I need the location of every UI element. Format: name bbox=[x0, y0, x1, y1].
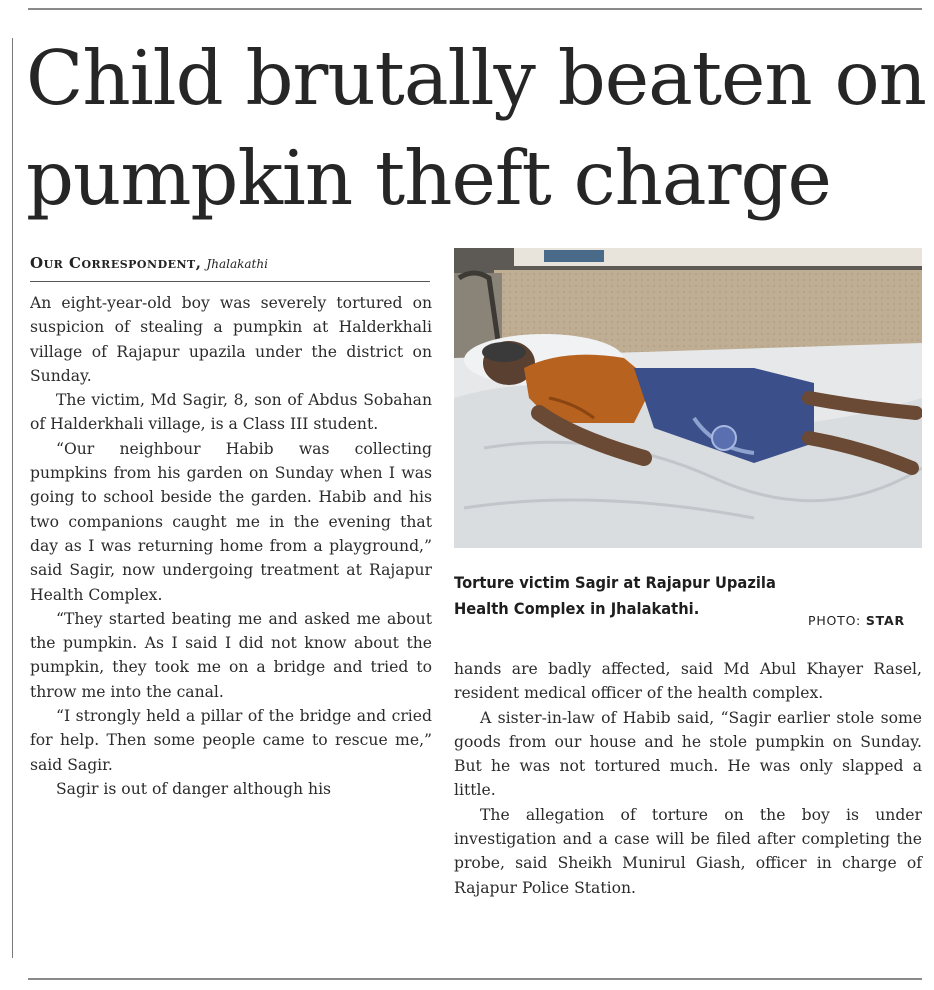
byline-rule bbox=[30, 281, 430, 282]
byline-place: Jhalakathi bbox=[206, 257, 268, 271]
article-column-2 bbox=[454, 657, 922, 900]
paragraph: An eight-year-old boy was severely tortured on suspicion of stealing a pumpkin at Halderkhali village of Rajapur upazila under the district on Sunday. bbox=[30, 294, 432, 385]
column-divider bbox=[12, 38, 13, 958]
paragraph: “I strongly held a pillar of the bridge and cried for help. Then some people came to rescue me,” said Sagir. bbox=[30, 707, 432, 774]
credit-source: STAR bbox=[865, 613, 905, 628]
paragraph: “Our neighbour Habib was collecting pumpkins from his garden on Sunday when I was going to school beside the garden. Habib and his two companions caught me in the evening that day as I was returning home from a playground,” said Sagir, now undergoing treatment at Rajapur Health Complex. bbox=[30, 439, 432, 604]
headline-line-1: Child brutally beaten on bbox=[26, 34, 926, 122]
headline-line-2: pumpkin theft charge bbox=[26, 134, 831, 222]
paragraph: Sagir is out of danger although his bbox=[56, 779, 332, 798]
news-photo bbox=[454, 248, 922, 548]
caption-line-2: Health Complex in Jhalakathi. bbox=[454, 599, 700, 618]
byline bbox=[30, 254, 430, 272]
paragraph: hands are badly affected, said Md Abul Khayer Rasel, resident medical officer of the health complex. bbox=[454, 660, 922, 703]
bottom-rule bbox=[28, 978, 922, 980]
paragraph: The allegation of torture on the boy is under investigation and a case will be filed after completing the probe, said Sheikh Munirul Giash, officer in charge of Rajapur Police Station. bbox=[454, 805, 922, 897]
credit-prefix: PHOTO: bbox=[808, 613, 866, 628]
hospital-bed-photo bbox=[454, 248, 922, 548]
byline-author: Our Correspondent, bbox=[30, 254, 202, 272]
paragraph: A sister-in-law of Habib said, “Sagir earlier stole some goods from our house and he stole pumpkin on Sunday. But he was not tortured much. He was only slapped a little. bbox=[454, 708, 922, 800]
photo-credit bbox=[808, 613, 905, 628]
paragraph: “They started beating me and asked me about the pumpkin. As I said I did not know about the pumpkin, they took me on a bridge and tried to throw me into the canal. bbox=[30, 609, 432, 701]
headline bbox=[26, 28, 926, 228]
caption-line-1: Torture victim Sagir at Rajapur Upazila bbox=[454, 573, 776, 592]
top-rule bbox=[28, 8, 922, 10]
article-column-1 bbox=[30, 291, 432, 801]
paragraph: The victim, Md Sagir, 8, son of Abdus Sobahan of Halderkhali village, is a Class III student. bbox=[30, 391, 432, 434]
